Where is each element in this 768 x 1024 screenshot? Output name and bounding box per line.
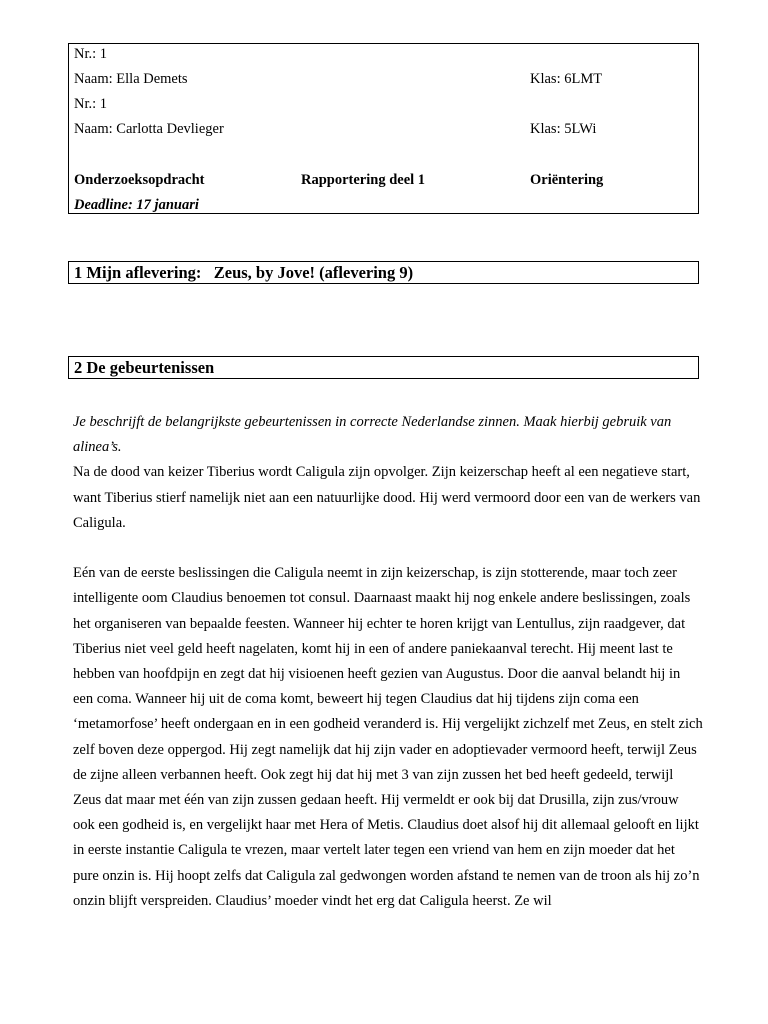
phase-label: Oriëntering bbox=[530, 172, 604, 188]
section-2-heading: 2 De gebeurtenissen bbox=[68, 356, 699, 379]
instruction-text: Je beschrijft de belangrijkste gebeurtenissen in correcte Nederlandse zinnen. Maak hierbij gebruik van alinea’s. bbox=[73, 414, 672, 456]
report-label: Rapportering deel 1 bbox=[301, 172, 426, 188]
section-2-body bbox=[73, 410, 703, 914]
nr-2: Nr.: 1 bbox=[74, 96, 108, 112]
nr-1: Nr.: 1 bbox=[74, 46, 108, 62]
paragraph-1: Na de dood van keizer Tiberius wordt Caligula zijn opvolger. Zijn keizerschap heeft al een negatieve start, want Tiberius stierf namelijk niet aan een natuurlijke dood. Hij werd vermoord door een van de werkers van Caligula. bbox=[73, 464, 701, 531]
naam-1: Naam: Ella Demets bbox=[74, 71, 188, 87]
deadline: Deadline: 17 januari bbox=[74, 197, 199, 213]
assignment-label: Onderzoeksopdracht bbox=[74, 172, 205, 188]
paragraph-gap bbox=[73, 536, 703, 561]
paragraph-2: Eén van de eerste beslissingen die Caligula neemt in zijn keizerschap, is zijn stotterende, maar toch zeer intelligente oom Claudius benoemen tot consul. Daarnaast maakt hij nog enkele andere beslissingen, zoals het organiseren van bepaalde feesten. Wanneer hij echter te horen krijgt van Lentullus, zijn raadgever, dat Tiberius niet veel geld heeft nagelaten, komt hij in een of andere paniekaanval terecht. Hij meent last te hebben van hoofdpijn en zegt dat hij visioenen heeft gezien van Augustus. Door die aanval belandt hij in een coma. Wanneer hij uit de coma komt, beweert hij tegen Claudius dat hij tijdens zijn coma een ‘metamorfose’ heeft ondergaan en in een godheid veranderd is. Hij vergelijkt zichzelf met Zeus, en stelt zich zelf boven deze oppergod. Hij zegt namelijk dat hij zijn vader en adoptievader vermoord heeft, terwijl Zeus de zijne alleen verbannen heeft. Ook zegt hij dat hij met 3 van zijn zussen het bed heeft gedeeld, terwijl Zeus dat maar met één van zijn zussen gedaan heeft. Hij vermeldt er ook bij dat Drusilla, zijn zus/vrouw ook een godheid is, en vergelijkt haar met Hera of Metis. Claudius doet alsof hij dit allemaal gelooft en lijkt in eerste instantie Caligula te vrezen, maar vertelt later tegen een vriend van hem en zijn moeder dat het pure onzin is. Hij hoopt zelfs dat Caligula zal gedwongen worden afstand te nemen van de troon als hij zo’n onzin blijft verspreiden. Claudius’ moeder vindt het erg dat Caligula heerst. Ze wil bbox=[73, 565, 703, 909]
klas-1: Klas: 6LMT bbox=[530, 71, 603, 87]
naam-2: Naam: Carlotta Devlieger bbox=[74, 121, 224, 137]
header-table bbox=[68, 43, 699, 214]
section-1-heading: 1 Mijn aflevering: Zeus, by Jove! (aflevering 9) bbox=[68, 261, 699, 284]
klas-2: Klas: 5LWi bbox=[530, 121, 597, 137]
